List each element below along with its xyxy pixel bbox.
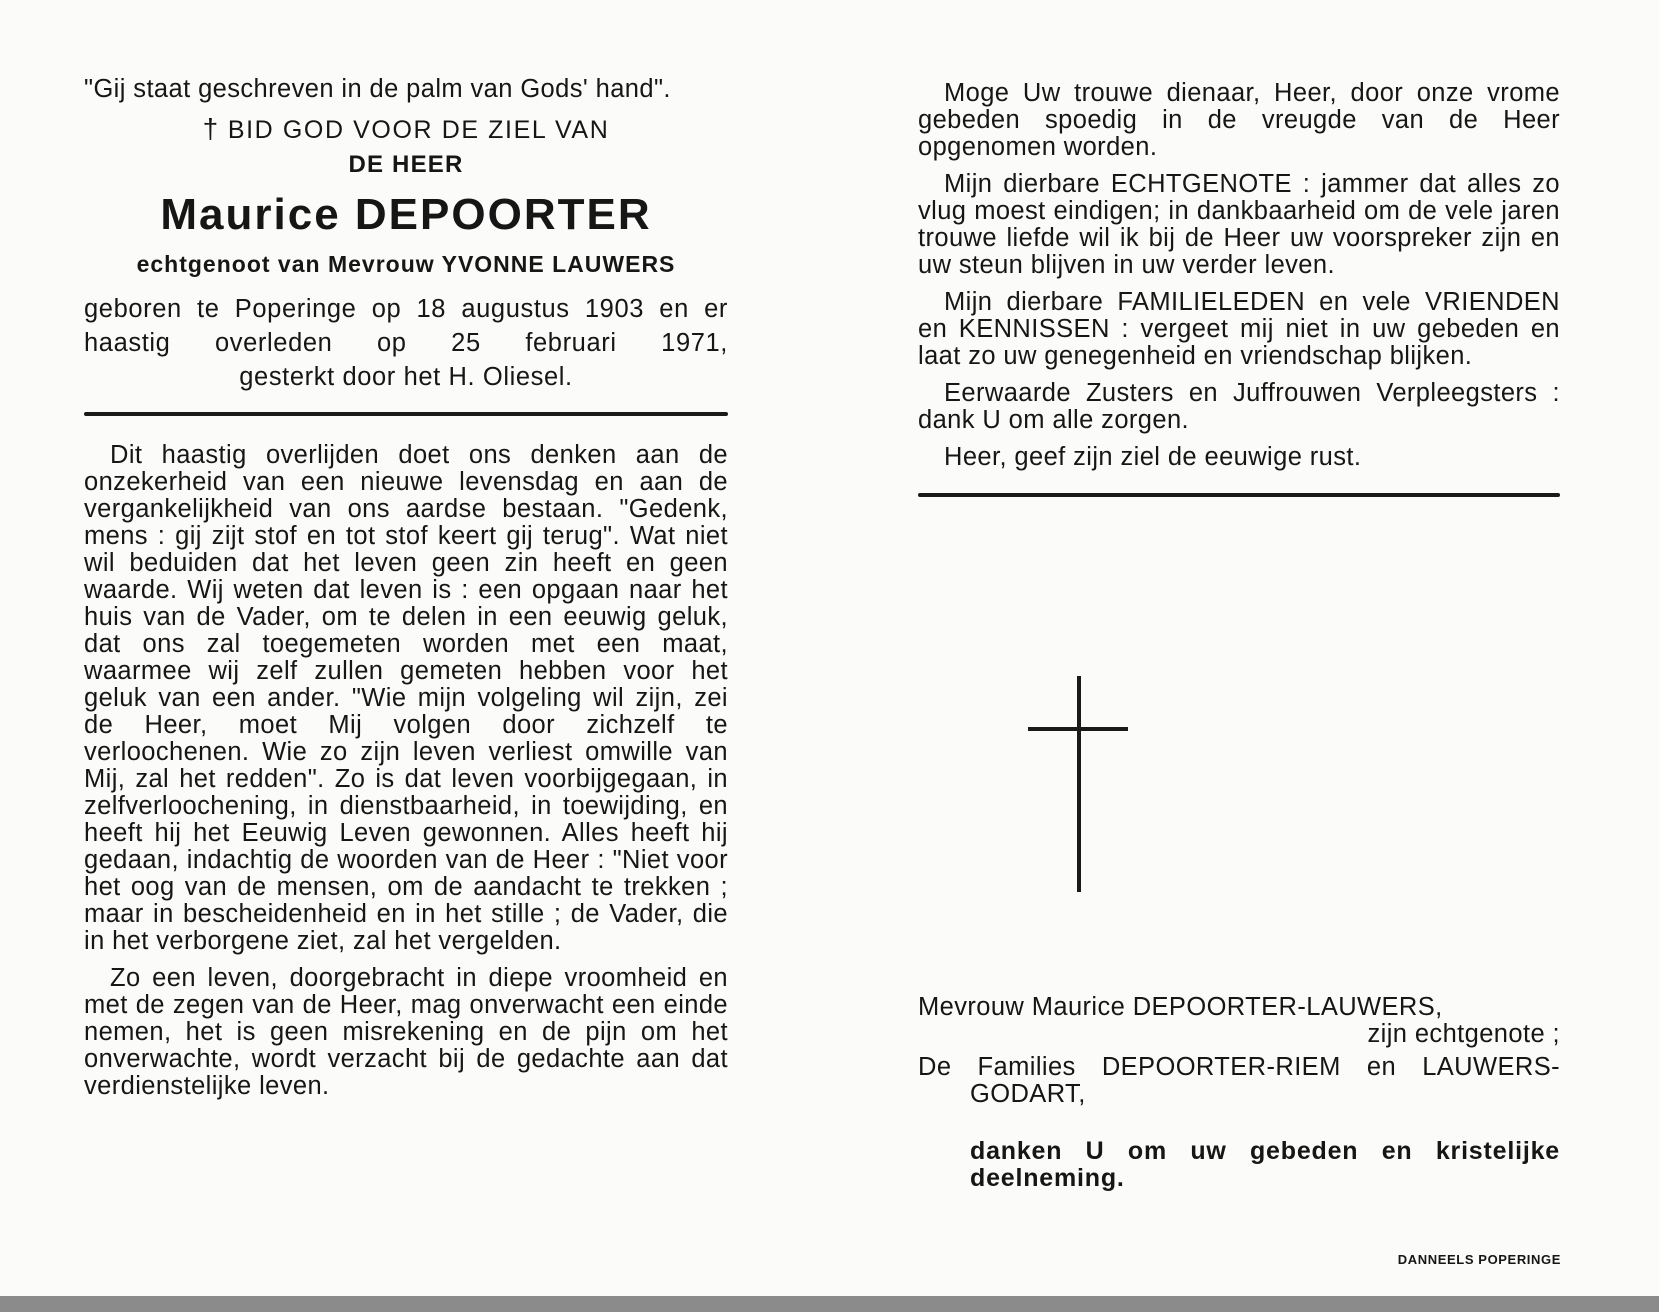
dagger-cross-icon: † (202, 113, 220, 144)
spouse-farewell-paragraph: Mijn dierbare ECHTGENOTE : jammer dat alles zo vlug moest eindigen; in dankbaarheid om de vele jaren trouwe liefde wil ik bij de Heer uw voorspreker zijn en uw steun blijven in uw verder leven. (918, 170, 1560, 279)
divider-right (918, 493, 1560, 497)
deceased-name: Maurice DEPOORTER (160, 190, 652, 239)
spouse-line: echtgenoot van Mevrouw YVONNE LAUWERS (136, 251, 676, 277)
nurses-thanks-paragraph: Eerwaarde Zusters en Juffrouwen Verpleegsters : dank U om alle zorgen. (918, 379, 1560, 434)
eternal-rest-line: Heer, geef zijn ziel de eeuwige rust. (944, 443, 1362, 471)
family-farewell-paragraph: Mijn dierbare FAMILIELEDEN en vele VRIENDEN en KENNISSEN : vergeet mij niet in uw gebeden en laat zo uw genegenheid en vriendschap blijken. (918, 288, 1560, 370)
widow-relation: zijn echtgenote ; (1367, 1020, 1560, 1048)
latin-cross-icon (1026, 676, 1130, 892)
birth-death-info (84, 292, 728, 394)
scan-edge (0, 1296, 1659, 1312)
prayer-heading (84, 113, 728, 145)
meditation-paragraph-1: Dit haastig overlijden doet ons denken aan de onzekerheid van een nieuwe levensdag en aan de vergankelijkheid van ons aardse bestaan. "Gedenk, mens : gij zijt stof en tot stof keert gij terug". Wat niet wil beduiden dat het leven geen zin heeft en geen waarde. Wij weten dat leven is : een opgaan naar het huis van de Vader, om te delen in een eeuwig geluk, dat ons zal toegemeten worden met een maat, waarmee wij zelf zullen gemeten hebben voor het geluk van een ander. "Wie mijn volgeling wil zijn, zei de Heer, moet Mij volgen door zichzelf te verloochenen. Wie zo zijn leven verliest omwille van Mij, zal het redden". Zo is dat leven voorbijgegaan, in zelfverloochening, in dienstbaarheid, in toewijding, en heeft hij het Eeuwig Leven gewonnen. Alles heeft hij gedaan, indachtig de woorden van de Heer : "Niet voor het oog van de mensen, om de aandacht te trekken ; maar in bescheidenheid en in het stille ; de Vader, die in het verborgene ziet, zal het vergelden. (84, 441, 728, 955)
families-line: De Families DEPOORTER-RIEM en LAUWERS-GODART, (918, 1053, 1560, 1108)
printer-mark: DANNEELS POPERINGE (1397, 1252, 1561, 1267)
birth-death-text: geboren te Poperinge op 18 augustus 1903 en er haastig overleden op 25 februari 1971, (84, 295, 728, 357)
scripture-quote: "Gij staat geschreven in de palm van Gods' hand". (84, 75, 671, 103)
family-block (918, 994, 1560, 1192)
divider-left (84, 412, 728, 416)
meditation-paragraph-2: Zo een leven, doorgebracht in diepe vroomheid en met de zegen van de Heer, mag onverwacht een einde nemen, het is geen misrekening en de pijn om het onverwachte, wordt verzacht bij de gedachte aan dat verdienstelijke leven. (84, 964, 728, 1100)
left-column (84, 76, 728, 1100)
honorific: DE HEER (348, 151, 464, 178)
widow-name: Mevrouw Maurice DEPOORTER-LAUWERS, (918, 993, 1443, 1021)
sacrament-text: gesterkt door het H. Oliesel. (239, 363, 573, 391)
right-column (918, 80, 1560, 497)
prayer-heading-text: BID GOD VOOR DE ZIEL VAN (227, 116, 610, 144)
prayer-paragraph: Moge Uw trouwe dienaar, Heer, door onze vrome gebeden spoedig in de vreugde van de Heer opgenomen worden. (918, 79, 1560, 161)
thanks-line: danken U om uw gebeden en kristelijke deelneming. (970, 1137, 1560, 1192)
